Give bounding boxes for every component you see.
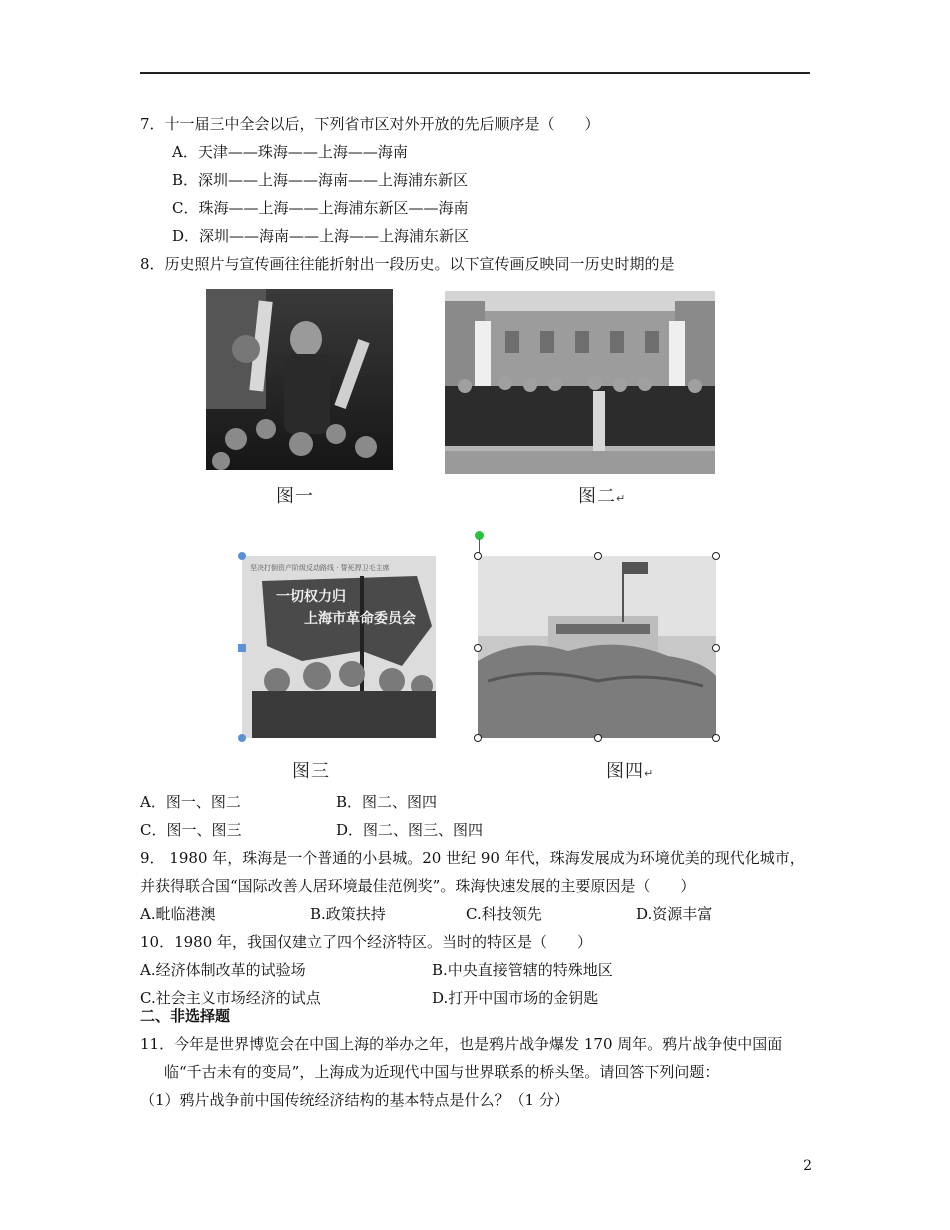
q9-option-d: D.资源丰富 (636, 905, 713, 923)
q10-option-c: C.社会主义市场经济的试点 (140, 989, 321, 1007)
q10-option-d: D.打开中国市场的金钥匙 (432, 989, 599, 1007)
handle-bottom-left[interactable] (474, 734, 482, 742)
selection-handle-left[interactable] (238, 644, 246, 652)
figure-3-poster-text-2: 上海市革命委员会 (304, 611, 416, 627)
figure-1-caption: 图一 (276, 486, 314, 507)
figure-3-caption: 图三 (292, 761, 330, 782)
selection-handle-bottom-left[interactable] (238, 734, 246, 742)
handle-bottom-right[interactable] (712, 734, 720, 742)
q11-sub-1: （1）鸦片战争前中国传统经济结构的基本特点是什么？（1 分） (140, 1091, 569, 1109)
handle-top-left[interactable] (474, 552, 482, 560)
handle-left[interactable] (474, 644, 482, 652)
q9-option-c: C.科技领先 (466, 905, 542, 923)
page-number: 2 (803, 1158, 812, 1174)
q9-stem-line-1: 9． 1980 年，珠海是一个普通的小县城。20 世纪 90 年代，珠海发展成为环境优美的现代化城市， (140, 849, 805, 867)
paragraph-mark: ↵ (616, 492, 627, 505)
q10-stem: 10．1980 年，我国仅建立了四个经济特区。当时的特区是（ ） (140, 933, 593, 951)
rotate-handle-stem (479, 539, 480, 553)
q9-option-b: B.政策扶持 (310, 905, 386, 923)
q8-option-d: D．图二、图三、图四 (336, 821, 484, 839)
q9-stem-line-2: 并获得联合国“国际改善人居环境最佳范例奖”。珠海快速发展的主要原因是（ ） (140, 877, 696, 895)
handle-bottom[interactable] (594, 734, 602, 742)
q8-option-a: A．图一、图二 (140, 793, 241, 811)
q10-option-a: A.经济体制改革的试验场 (140, 961, 306, 979)
figure-3-poster-text-1: 一切权力归 (276, 589, 346, 605)
paragraph-mark: ↵ (644, 767, 655, 780)
figure-4-photo (478, 556, 716, 738)
q7-stem: 7．十一届三中全会以后，下列省市区对外开放的先后顺序是（ ） (140, 115, 600, 133)
figure-2-caption: 图二↵ (578, 486, 627, 507)
q11-line-2: 临“千古未有的变局”，上海成为近现代中国与世界联系的桥头堡。请回答下列问题： (164, 1063, 720, 1081)
q11-line-1: 11．今年是世界博览会在中国上海的举办之年，也是鸦片战争爆发 170 周年。鸦片战争使中国面 (140, 1035, 783, 1053)
svg-text:坚决打倒资产阶级反动路线 · 誓死捍卫毛主席: 坚决打倒资产阶级反动路线 · 誓死捍卫毛主席 (250, 564, 390, 572)
selection-handle-top-left[interactable] (238, 552, 246, 560)
header-rule (140, 72, 810, 74)
q7-option-b: B．深圳——上海——海南——上海浦东新区 (172, 171, 469, 189)
handle-top-right[interactable] (712, 552, 720, 560)
figure-3-poster (242, 556, 436, 738)
q8-stem: 8．历史照片与宣传画往往能折射出一段历史。以下宣传画反映同一历史时期的是 (140, 255, 675, 273)
q7-option-d: D．深圳——海南——上海——上海浦东新区 (172, 227, 470, 245)
figure-2-photo (445, 291, 715, 474)
q9-option-a: A.毗临港澳 (140, 905, 216, 923)
q8-option-b: B．图二、图四 (336, 793, 438, 811)
figure-1-photo (206, 289, 393, 470)
q8-option-c: C．图一、图三 (140, 821, 242, 839)
handle-top[interactable] (594, 552, 602, 560)
handle-right[interactable] (712, 644, 720, 652)
q7-option-a: A．天津——珠海——上海——海南 (172, 143, 408, 161)
figure-4-caption: 图四↵ (606, 761, 655, 782)
q7-option-c: C．珠海——上海——上海浦东新区——海南 (172, 199, 469, 217)
q10-option-b: B.中央直接管辖的特殊地区 (432, 961, 613, 979)
section-2-title: 二、非选择题 (140, 1007, 231, 1025)
